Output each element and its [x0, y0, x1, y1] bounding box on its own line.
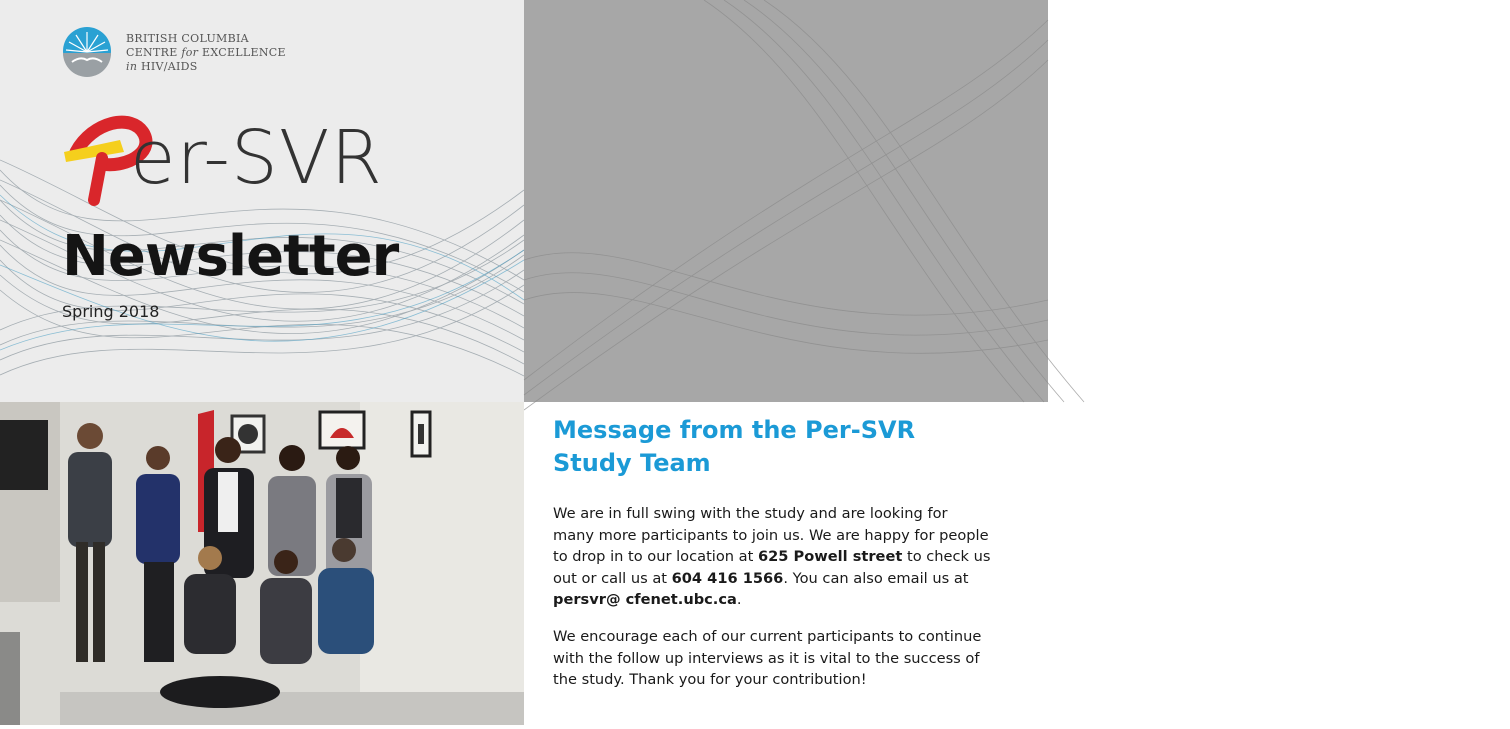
team-photo: [0, 402, 524, 725]
address: 625 Powell street: [757, 548, 903, 565]
logo-line-3: in HIV/AIDS: [126, 60, 198, 73]
intro-panel: [524, 0, 1510, 402]
per-svr-wordmark: [62, 108, 442, 208]
issue-season: Spring 2018: [62, 302, 160, 321]
bc-cfe-logo: [62, 26, 286, 76]
intro-wave-pattern: [524, 0, 1048, 402]
email-address[interactable]: persvr@ cfenet.ubc.ca: [553, 591, 737, 608]
newsletter-title: Newsletter: [62, 224, 399, 289]
handshake-sun-icon: [62, 26, 112, 76]
logo-line-1: BRITISH COLUMBIA: [126, 32, 249, 45]
message-paragraph-1: We are in full swing with the study and are looking for many more participants to join us. We are happy for people to drop in to our location at 625 Powell street to check us out or call us at 604 416 1566. You can also email us at persvr@ cfenet.ubc.ca.: [553, 505, 991, 608]
logo-line-2: CENTRE for EXCELLENCE: [126, 46, 286, 59]
phone-number: 604 416 1566: [671, 569, 784, 587]
message-title: Message from the Per-SVR Study Team: [553, 416, 916, 477]
message-paragraph-2: We encourage each of our current participants to continue with the follow up interviews as it is vital to the success of the study. Thank you for your contribution!: [553, 628, 982, 688]
masthead-panel: [0, 0, 524, 402]
intro-paragraph: Per-SVR (PrEseRvation of Sustained Virologic Response) pronounced as “persevere” is a study of people who have been successfully treated of “Hep C” Virus (HCV) infection using Direct Acting Antivirals (DAA) therapy. The aim is to learn more about people’s health care needs and the factors that protect against reinfection to prevent future infections/ reinfections in the community. The hope is this information will be useful in developing polices and services for those affected by HCV.: [1077, 77, 1510, 371]
team-photo-illustration: [0, 402, 524, 725]
per-svr-text: er-SVR: [130, 115, 383, 201]
